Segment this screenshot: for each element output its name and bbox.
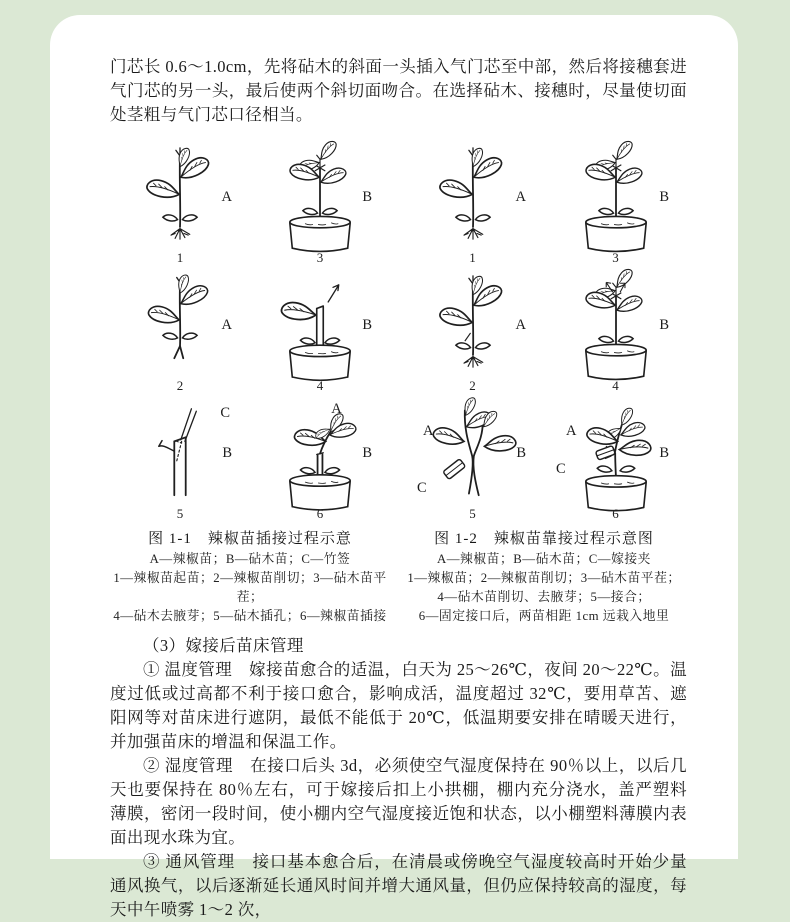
panel-letter-A: A <box>515 189 526 205</box>
figure-legend-line: 4—砧木苗削切、去腋芽；5—接合； <box>437 590 651 604</box>
panel-number: 1 <box>469 250 476 265</box>
panel-letter-B: B <box>659 317 669 333</box>
figure-panel-6 <box>250 393 390 521</box>
figure-1-2-panels <box>401 137 687 521</box>
section-heading: （3）嫁接后苗床管理 <box>143 636 304 655</box>
figure-legend <box>110 550 390 626</box>
panel-letter-B: B <box>222 445 232 461</box>
figures-row <box>110 137 687 626</box>
body-paragraph: ③ 通风管理 接口基本愈合后，在清晨或傍晚空气湿度较高时开始少量通风换气，以后逐渐延长通风时间并增大通风量，但仍应保持较高的湿度，每天中午喷雾 1～2 次， <box>110 852 687 919</box>
graft-clip-pot-illustration <box>567 399 665 505</box>
figure-panel-6 <box>544 393 687 521</box>
panel-letter-B: B <box>362 445 372 461</box>
panel-letter-A: A <box>221 189 232 205</box>
panel-letter-A: A <box>331 401 342 417</box>
graft-pot-illustration <box>271 399 369 505</box>
figure-legend-line: A—辣椒苗；B—砧木苗；C—嫁接夹 <box>437 552 651 566</box>
figure-panel-2 <box>110 265 250 393</box>
figure-panel-1 <box>110 137 250 265</box>
page-content <box>50 15 738 922</box>
panel-letter-B: B <box>516 445 526 461</box>
figure-title: 图 1-1 辣椒苗插接过程示意 <box>148 531 352 547</box>
panel-letter-B: B <box>659 445 669 461</box>
figure-1-1-panels <box>110 137 390 521</box>
figure-title: 图 1-2 辣椒苗靠接过程示意图 <box>434 531 654 547</box>
body-paragraph: ① 温度管理 嫁接苗愈合的适温，白天为 25～26℃，夜间 20～22℃。温度过低或过高都不利于接口愈合，影响成活，温度超过 32℃，要用草苫、遮阳网等对苗床进行遮阴，最低不能低于 20℃，低温期要安排在晴暖天进行，并加强苗床的增温和保温工作。 <box>110 660 687 751</box>
panel-letter-B: B <box>362 317 372 333</box>
stem-stick-illustration <box>131 399 229 505</box>
figure-1-2-caption <box>401 529 687 626</box>
body-paragraphs <box>110 658 687 922</box>
panel-letter-C: C <box>417 480 427 496</box>
panel-letter-A: A <box>566 423 577 439</box>
joined-pair-illustration <box>424 399 522 505</box>
figure-1-1-caption <box>110 529 390 626</box>
seedling-a-illustration <box>424 143 522 249</box>
figure-panel-4 <box>250 265 390 393</box>
panel-number: 4 <box>316 378 324 393</box>
figure-panel-3 <box>250 137 390 265</box>
figure-1-2 <box>401 137 687 626</box>
stem-pot-illustration <box>271 271 369 377</box>
panel-number: 4 <box>612 378 619 393</box>
figure-panel-4 <box>544 265 687 393</box>
seedling-a-cut-illustration <box>424 271 522 377</box>
plant-pot-cut-illustration <box>567 271 665 377</box>
panel-letter-A: A <box>515 317 526 333</box>
panel-number: 5 <box>469 506 476 521</box>
seedling-cut-illustration <box>131 271 229 377</box>
panel-number: 3 <box>612 250 619 265</box>
seedling-a-illustration <box>131 143 229 249</box>
figure-legend-line: 6—固定接口后，两苗相距 1cm 远栽入地里 <box>418 609 670 623</box>
panel-letter-C: C <box>556 461 566 477</box>
plant-pot-illustration <box>271 143 369 249</box>
figure-panel-1 <box>401 137 544 265</box>
panel-letter-C: C <box>220 405 230 421</box>
figure-panel-5 <box>401 393 544 521</box>
panel-letter-A: A <box>221 317 232 333</box>
figure-legend-line: A—辣椒苗；B—砧木苗；C—竹签 <box>149 552 351 566</box>
panel-number: 2 <box>469 378 476 393</box>
figure-legend <box>401 550 687 626</box>
figure-legend-line: 1—辣椒苗起苗；2—辣椒苗削切；3—砧木苗平茬； <box>113 571 387 604</box>
panel-number: 1 <box>176 250 184 265</box>
plant-pot-illustration <box>567 143 665 249</box>
panel-number: 2 <box>176 378 184 393</box>
panel-letter-B: B <box>659 189 669 205</box>
figure-1-1 <box>110 137 390 626</box>
figure-legend-line: 1—辣椒苗；2—辣椒苗削切；3—砧木苗平茬； <box>407 571 681 585</box>
panel-number: 3 <box>316 250 324 265</box>
figure-panel-2 <box>401 265 544 393</box>
panel-letter-B: B <box>362 189 372 205</box>
figure-panel-3 <box>544 137 687 265</box>
panel-number: 5 <box>176 506 184 521</box>
panel-letter-A: A <box>423 423 434 439</box>
intro-paragraph: 门芯长 0.6～1.0cm，先将砧木的斜面一头插入气门芯至中部，然后将接穗套进气门芯的另一头，最后使两个斜切面吻合。在选择砧木、接穗时，尽量使切面处茎粗与气门芯口径相当。 <box>110 57 687 124</box>
body-paragraph: ② 湿度管理 在接口后头 3d，必须使空气湿度保持在 90％以上，以后几天也要保持在 80％左右，可于嫁接后扣上小拱棚，棚内充分浇水，盖严塑料薄膜，密闭一段时间，使小棚内空气湿度接近饱和状态，以小棚塑料薄膜内表面出现水珠为宜。 <box>110 756 687 847</box>
panel-number: 6 <box>316 506 324 521</box>
book-page <box>50 15 738 919</box>
panel-number: 6 <box>612 506 619 521</box>
figure-panel-5 <box>110 393 250 521</box>
figure-legend-line: 4—砧木去腋芽；5—砧木插孔；6—辣椒苗插接 <box>113 609 387 623</box>
